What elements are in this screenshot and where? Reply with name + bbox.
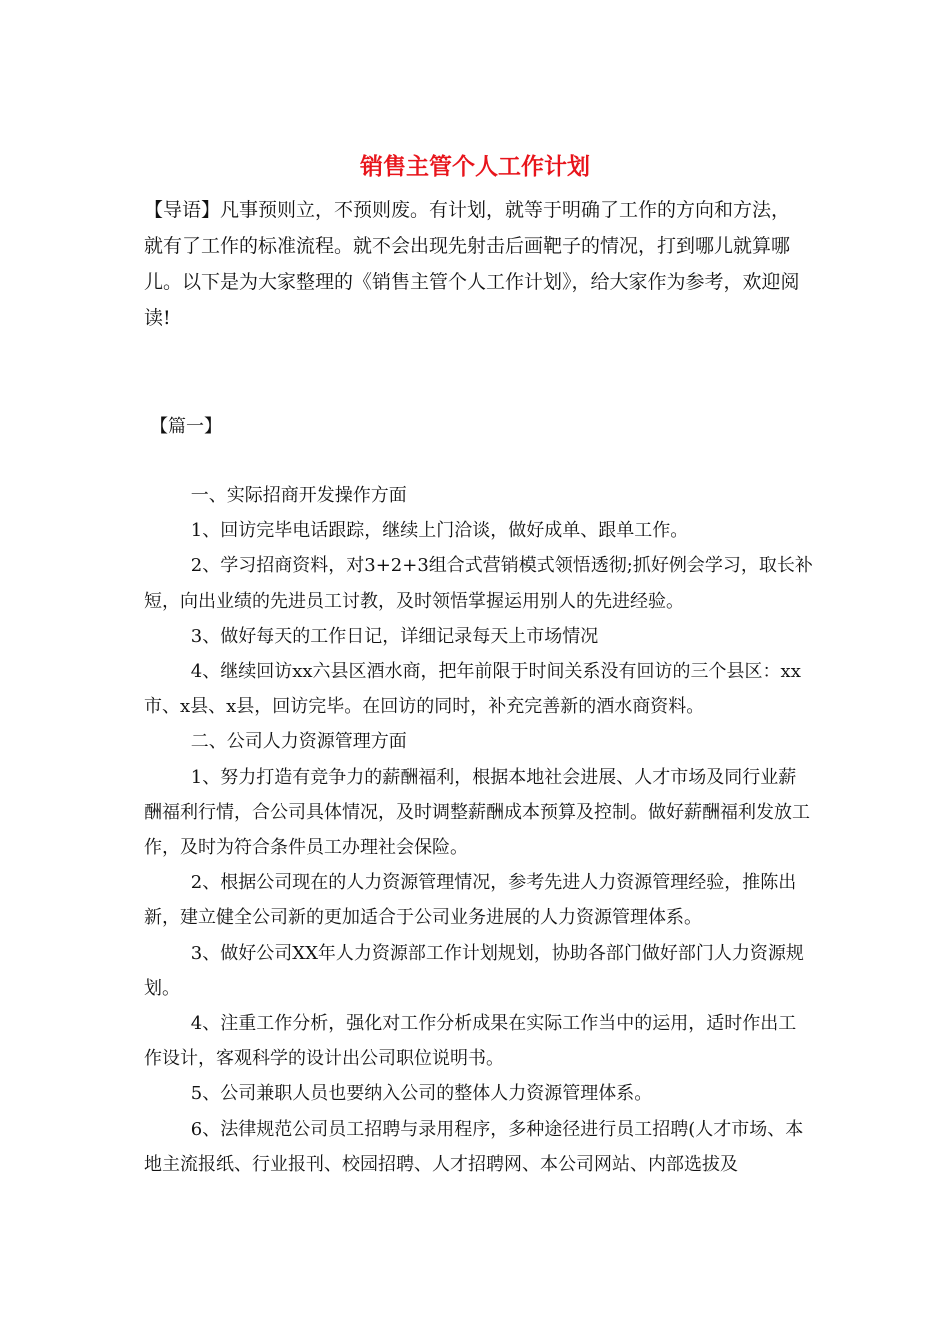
section-heading-2: 二、公司人力资源管理方面: [190, 731, 407, 753]
body-paragraph: 5、公司兼职人员也要纳入公司的整体人力资源管理体系。: [190, 1083, 653, 1105]
body-paragraph: 3、做好每天的工作日记，详细记录每天上市场情况: [190, 625, 599, 647]
section-heading-1: 一、实际招商开发操作方面: [190, 485, 407, 506]
section-label: 【篇一】: [150, 416, 222, 437]
document-title: 销售主管个人工作计划: [360, 154, 590, 180]
body-paragraph: 4、继续回访xx六县区酒水商，把年前限于时间关系没有回访的三个县区：xx市、x县、x县，回访完毕。在回访的同时，补充完善新的酒水商资料。: [144, 661, 801, 718]
intro-paragraph: 【导语】凡事预则立，不预则废。有计划，就等于明确了工作的方向和方法，就有了工作的标准流程。就不会出现先射击后画靶子的情况，打到哪儿就算哪儿。以下是为大家整理的《销售主管个人工作计划》，给大家作为参考，欢迎阅读!: [144, 199, 800, 329]
body-paragraph: 1、努力打造有竞争力的薪酬福利，根据本地社会进展、人才市场及同行业薪酬福利行情，合公司具体情况，及时调整薪酬成本预算及控制。做好薪酬福利发放工作，及时为符合条件员工办理社会保险。: [144, 766, 810, 859]
body-paragraph: 3、做好公司XX年人力资源部工作计划规划，协助各部门做好部门人力资源规划。: [144, 942, 804, 999]
body-paragraph: 1、回访完毕电话跟踪，继续上门洽谈，做好成单、跟单工作。: [190, 520, 689, 542]
document-body: [144, 478, 814, 1182]
body-paragraph: 6、法律规范公司员工招聘与录用程序，多种途径进行员工招聘(人才市场、本地主流报纸、行业报刊、校园招聘、人才招聘网、本公司网站、内部选拔及: [144, 1118, 804, 1175]
body-paragraph: 2、学习招商资料，对3+2+3组合式营销模式领悟透彻;抓好例会学习，取长补短，向出业绩的先进员工讨教，及时领悟掌握运用别人的先进经验。: [144, 555, 813, 612]
body-paragraph: 4、注重工作分析，强化对工作分析成果在实际工作当中的运用，适时作出工作设计，客观科学的设计出公司职位说明书。: [144, 1013, 797, 1070]
body-paragraph: 2、根据公司现在的人力资源管理情况，参考先进人力资源管理经验，推陈出新，建立健全公司新的更加适合于公司业务进展的人力资源管理体系。: [144, 872, 797, 929]
